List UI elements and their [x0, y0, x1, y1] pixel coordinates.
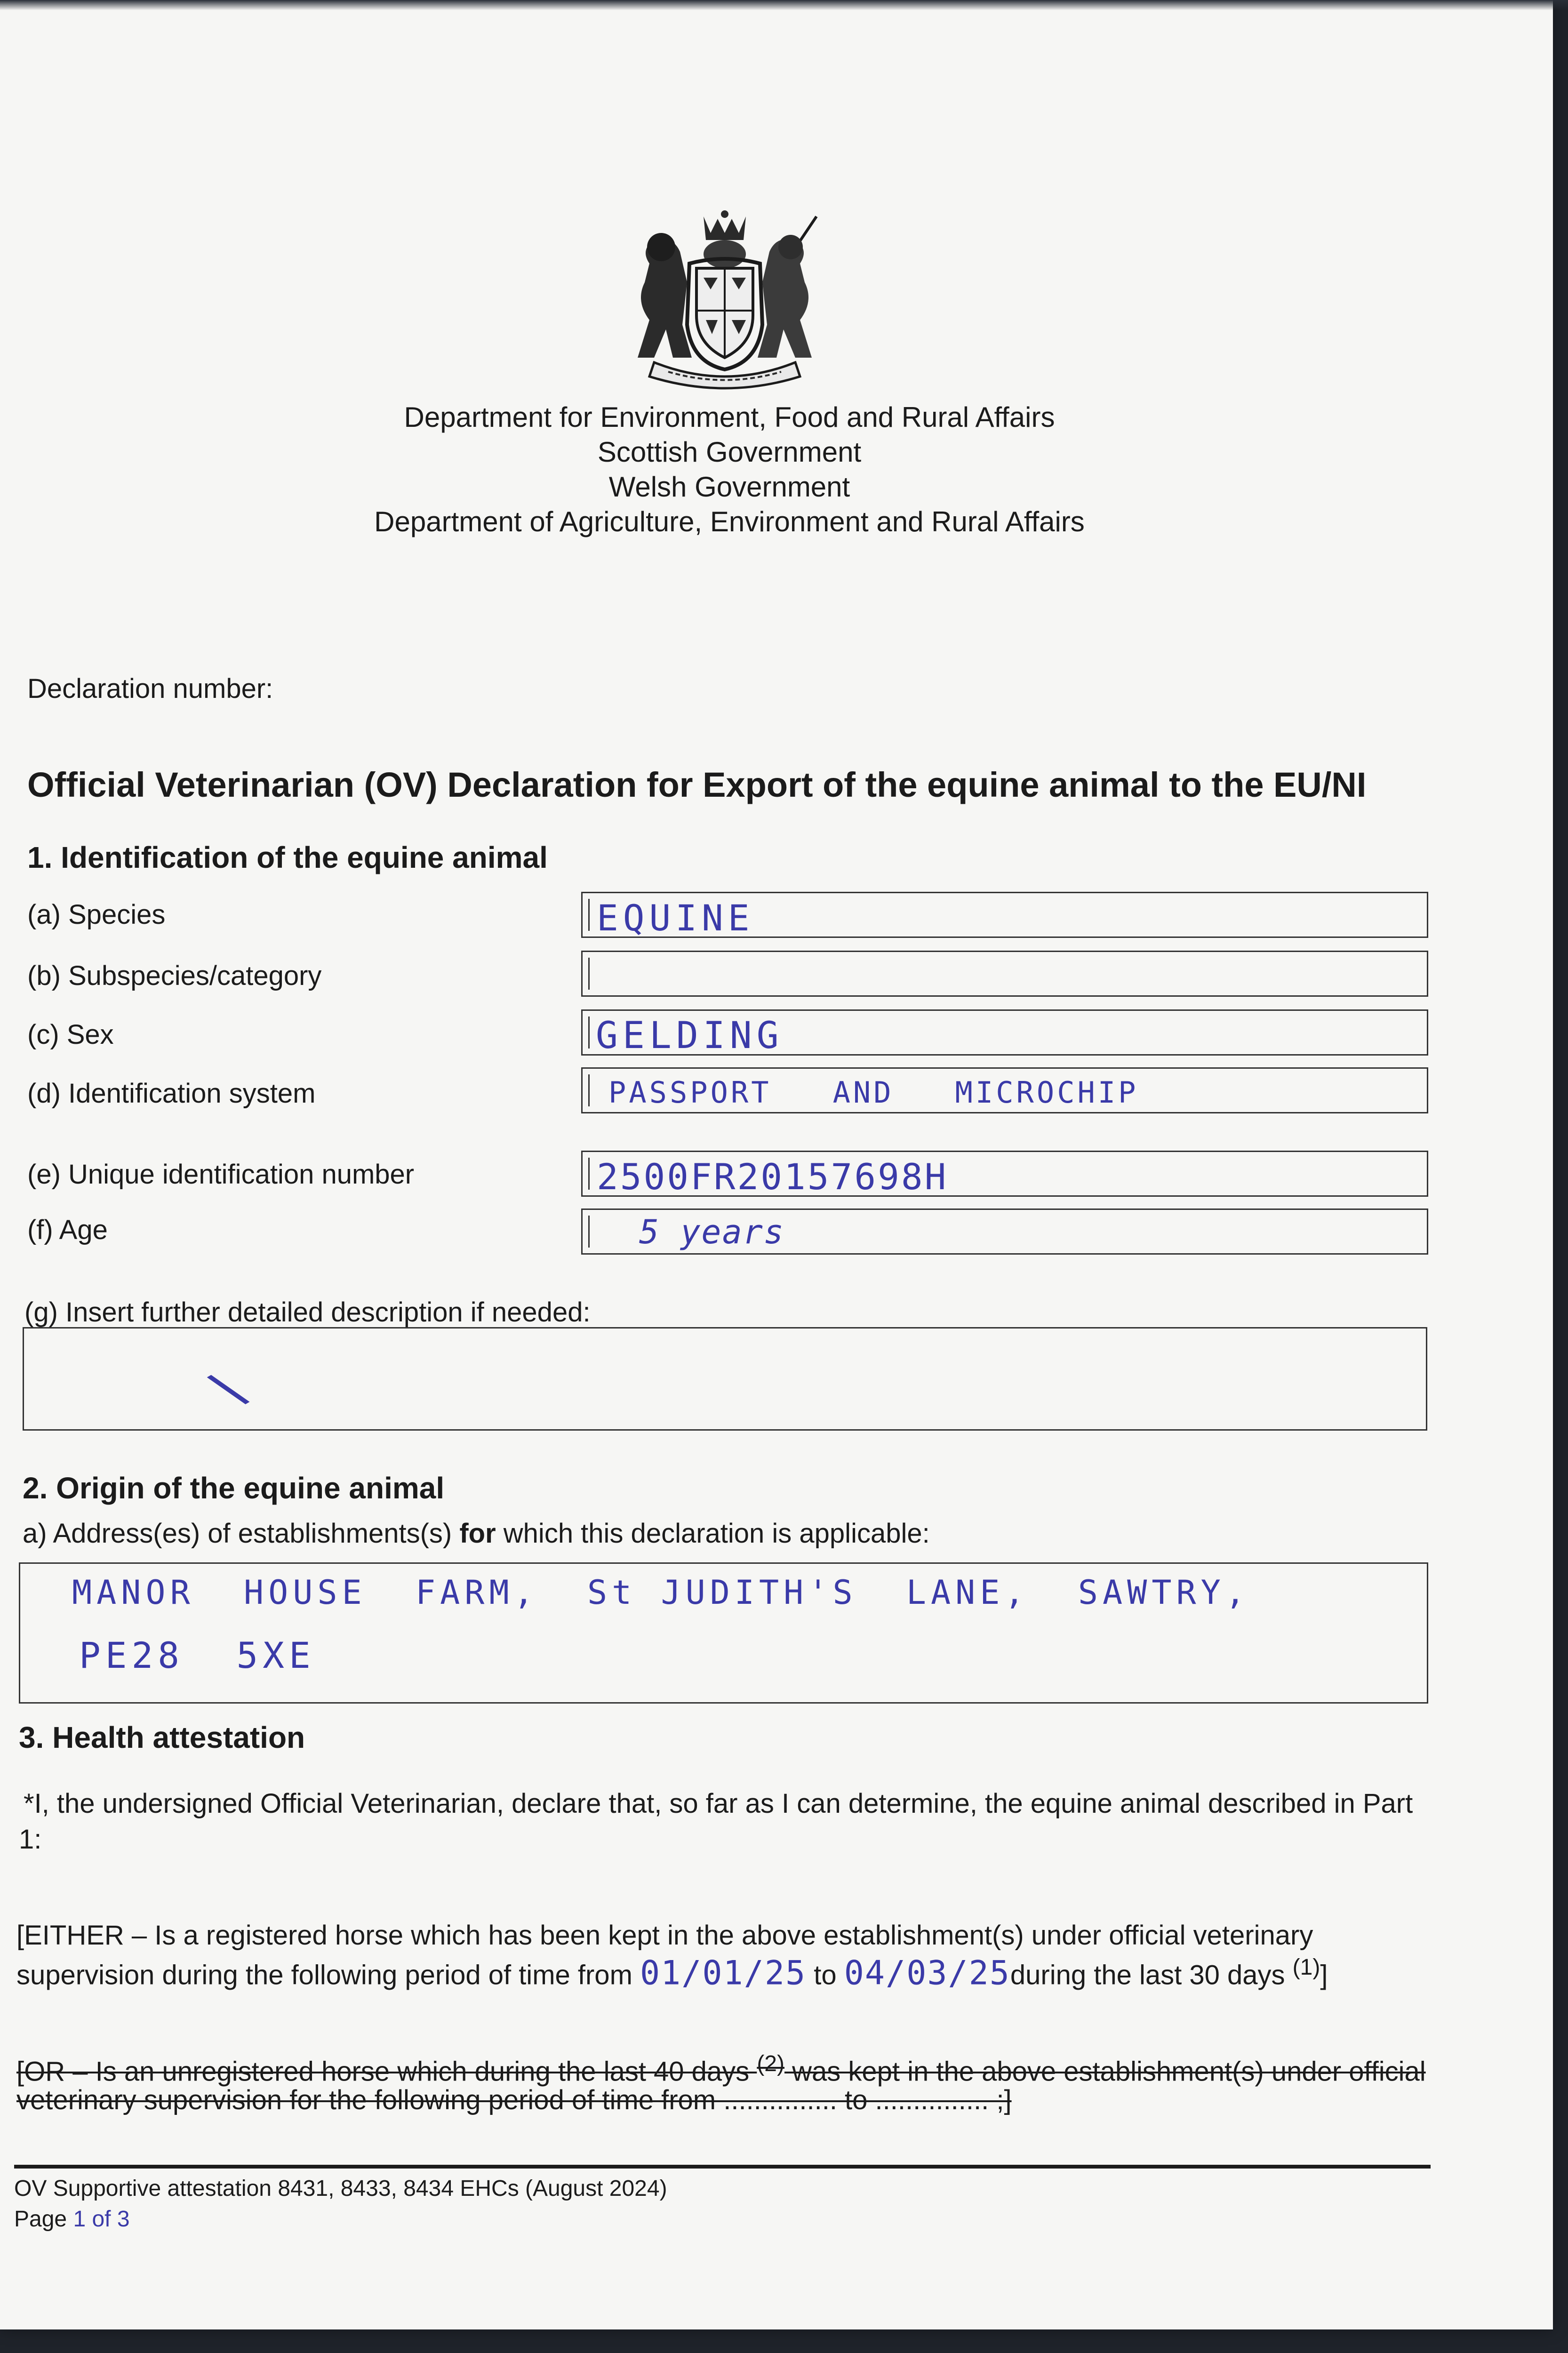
unique-id-value: 2500FR20157698H	[597, 1156, 948, 1198]
description-label: (g) Insert further detailed description if needed:	[24, 1297, 591, 1328]
identification-system-value: PASSPORT AND MICROCHIP	[608, 1075, 1139, 1110]
department-name-3: Welsh Government	[608, 471, 850, 503]
royal-coat-of-arms	[621, 207, 828, 391]
section-2-heading: 2. Origin of the equine animal	[23, 1471, 445, 1505]
footer-divider	[14, 2165, 1431, 2169]
description-value: \	[200, 1352, 261, 1422]
unique-id-field[interactable]	[581, 1151, 1428, 1197]
field-label-unique-id: (e) Unique identification number	[27, 1159, 415, 1190]
section-3-heading: 3. Health attestation	[19, 1721, 305, 1754]
address-field[interactable]	[19, 1562, 1428, 1704]
field-label-identification-system: (d) Identification system	[27, 1078, 316, 1109]
address-label: a) Address(es) of establishments(s) for which this declaration is applicable:	[23, 1518, 930, 1549]
from-date: 01/01/25	[640, 1953, 807, 1993]
to-date: 04/03/25	[844, 1953, 1010, 1993]
attestation-intro-line-1: *I, the undersigned Official Veterinarian, declare that, so far as I can determine, the equine animal described in Part	[24, 1788, 1413, 1819]
field-label-subspecies: (b) Subspecies/category	[27, 960, 322, 991]
page-number: Page 1 of 3	[14, 2207, 130, 2232]
subspecies-field[interactable]	[581, 951, 1428, 997]
age-value: 5 years	[639, 1213, 785, 1251]
address-line-2: PE28 5XE	[79, 1634, 315, 1676]
field-label-sex: (c) Sex	[27, 1019, 114, 1050]
scan-shadow	[0, 0, 1568, 10]
footer-reference: OV Supportive attestation 8431, 8433, 8434 EHCs (August 2024)	[14, 2176, 667, 2201]
section-1-heading: 1. Identification of the equine animal	[27, 840, 548, 874]
sex-value: GELDING	[596, 1015, 784, 1057]
or-line-1: [OR – Is an unregistered horse which during the last 40 days $^{(2)}$ was kept in the above establishment(s) under official	[16, 2051, 1426, 2087]
field-label-species: (a) Species	[27, 899, 166, 930]
declaration-number-label: Declaration number:	[27, 673, 273, 704]
either-line-2: supervision during the following period of time from 01/01/25 to 04/03/25during the last 30 days $^{(1)}$]	[16, 1953, 1328, 1993]
document-title: Official Veterinarian (OV) Declaration for Export of the equine animal to the EU/NI	[27, 765, 1367, 804]
species-field[interactable]	[581, 892, 1428, 938]
department-name-1: Department for Environment, Food and Rural Affairs	[404, 401, 1055, 433]
either-line-1: [EITHER – Is a registered horse which has been kept in the above establishment(s) under official veterinary	[16, 1920, 1313, 1951]
department-name-2: Scottish Government	[597, 436, 862, 468]
field-label-age: (f) Age	[27, 1215, 108, 1245]
or-line-2: veterinary supervision for the following period of time from ............... to ............... ;]	[16, 2085, 1012, 2115]
department-name-4: Department of Agriculture, Environment and Rural Affairs	[374, 506, 1085, 537]
identification-system-field[interactable]	[581, 1067, 1428, 1113]
attestation-intro-line-2: 1:	[19, 1824, 42, 1855]
age-field[interactable]	[581, 1209, 1428, 1255]
sex-field[interactable]	[581, 1009, 1428, 1056]
address-line-1: MANOR HOUSE FARM, St JUDITH'S LANE, SAWTRY,	[72, 1573, 1250, 1612]
description-field[interactable]	[23, 1327, 1427, 1431]
species-value: EQUINE	[597, 897, 754, 939]
